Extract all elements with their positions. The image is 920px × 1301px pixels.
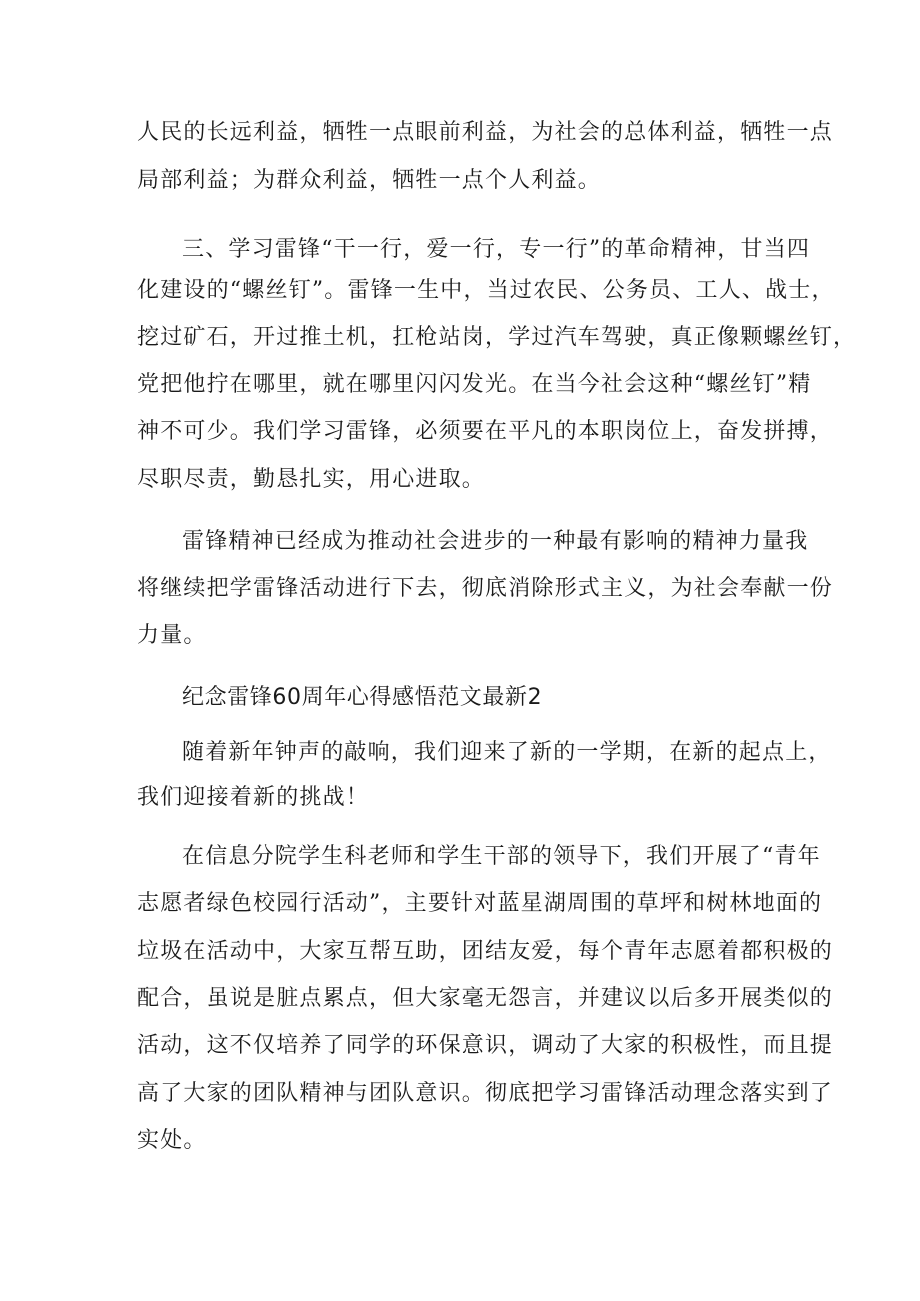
text-line: 化建设的“螺丝钉”。雷锋一生中，当过农民、公务员、工人、战士， xyxy=(137,278,835,303)
text-line: 活动，这不仅培养了同学的环保意识，调动了大家的积极性，而且提 xyxy=(137,1033,834,1058)
text-line: 挖过矿石，开过推土机，扛枪站岗，学过汽车驾驶，真正像颗螺丝钉， xyxy=(137,325,857,350)
text-line: 党把他拧在哪里，就在哪里闪闪发光。在当今社会这种“螺丝钉”精 xyxy=(137,372,812,397)
text-line: 垃圾在活动中，大家互帮互助，团结友爱，每个青年志愿着都积极的 xyxy=(137,939,834,964)
text-line: 局部利益；为群众利益，牺牲一点个人利益。 xyxy=(137,168,602,193)
text-line: 在信息分院学生科老师和学生干部的领导下，我们开展了“青年 xyxy=(182,844,821,869)
section-heading: 纪念雷锋60周年心得感悟范文最新2 xyxy=(182,685,543,710)
text-line: 实处。 xyxy=(137,1128,207,1153)
text-line: 尽职尽责，勤恳扎实，用心进取。 xyxy=(137,467,486,492)
text-line: 力量。 xyxy=(137,623,207,648)
text-line: 雷锋精神已经成为推动社会进步的一种最有影响的精神力量我 xyxy=(182,529,809,554)
text-line: 将继续把学雷锋活动进行下去，彻底消除形式主义，为社会奉献一份 xyxy=(137,576,834,601)
text-line: 我们迎接着新的挑战！ xyxy=(137,785,370,810)
text-line: 神不可少。我们学习雷锋，必须要在平凡的本职岗位上，奋发拼搏， xyxy=(137,419,834,444)
text-line: 三、学习雷锋“干一行，爱一行，专一行”的革命精神，甘当四 xyxy=(182,237,811,262)
text-line: 随着新年钟声的敲响，我们迎来了新的一学期，在新的起点上， xyxy=(182,740,832,765)
text-line: 人民的长远利益，牺牲一点眼前利益，为社会的总体利益，牺牲一点 xyxy=(137,120,834,145)
text-line: 志愿者绿色校园行活动”，主要针对蓝星湖周围的草坪和树林地面的 xyxy=(137,891,823,916)
text-line: 高了大家的团队精神与团队意识。彻底把学习雷锋活动理念落实到了 xyxy=(137,1081,834,1106)
text-line: 配合，虽说是脏点累点，但大家毫无怨言，并建议以后多开展类似的 xyxy=(137,986,834,1011)
